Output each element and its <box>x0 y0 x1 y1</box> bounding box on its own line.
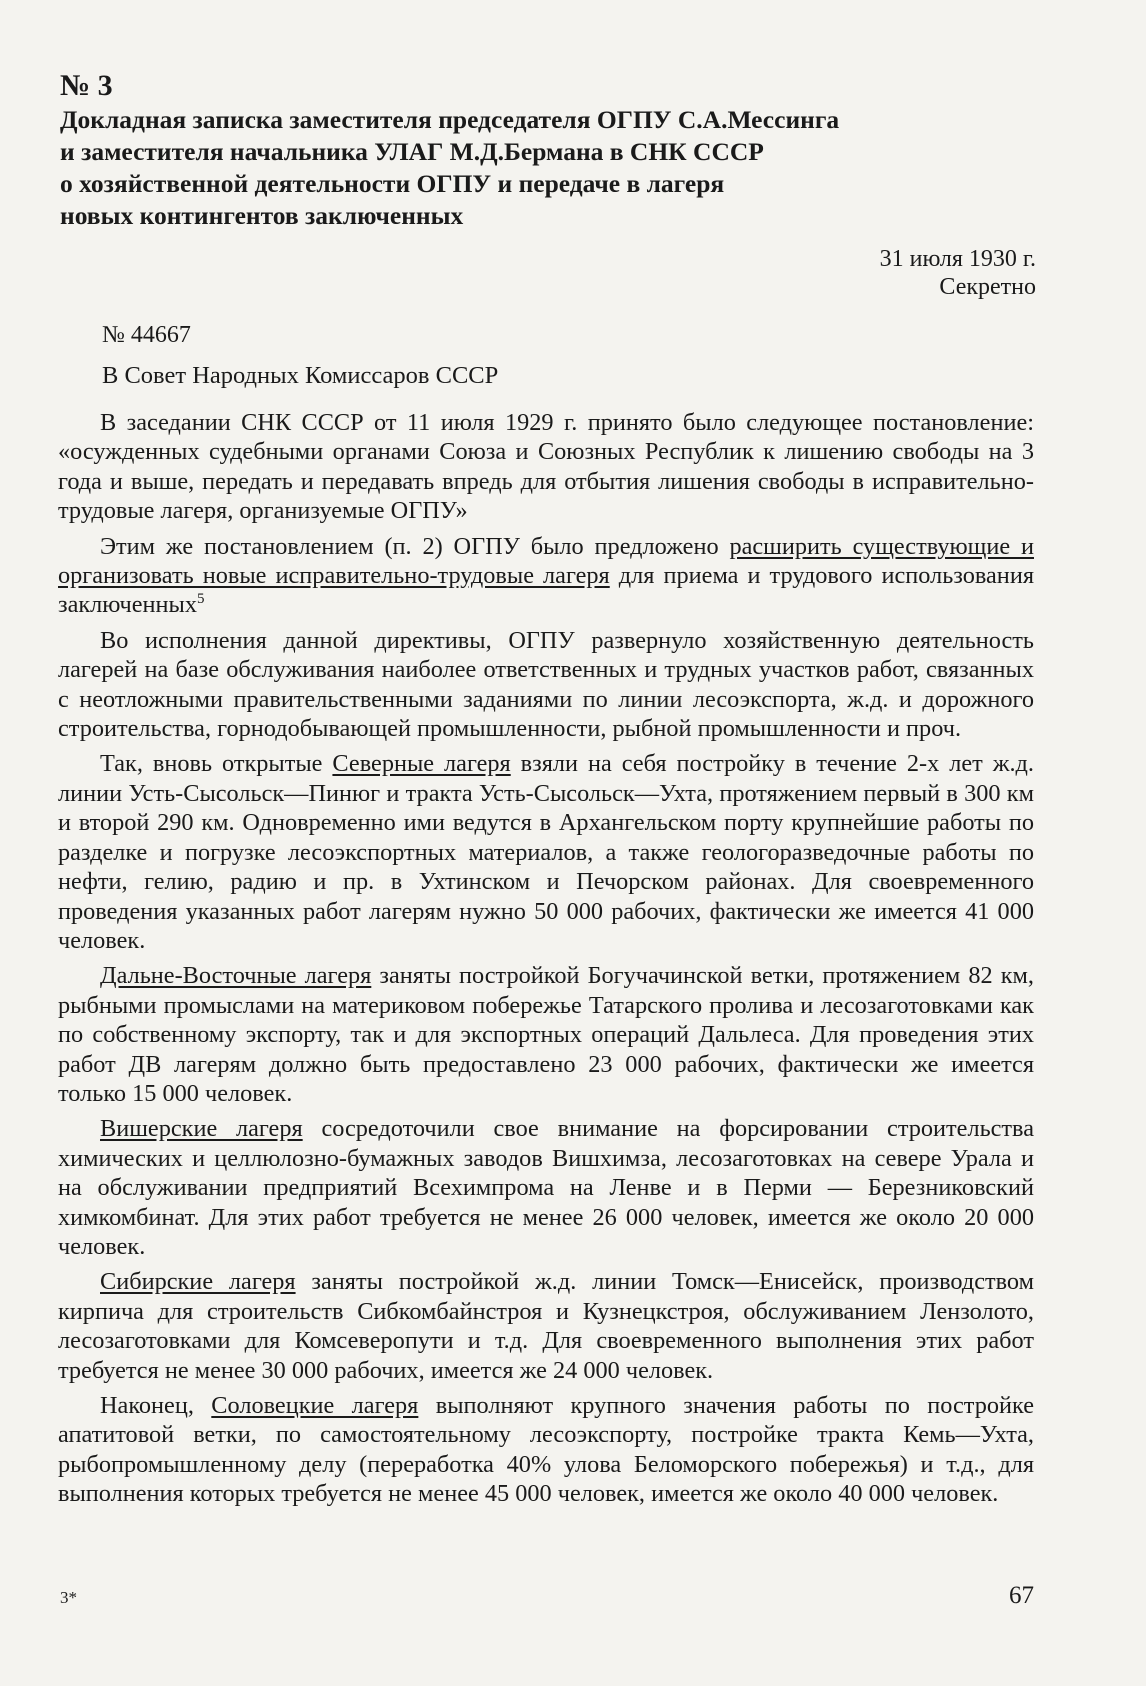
document-header <box>60 70 1060 232</box>
text-run: заняты постройкой Богучачинской ветки, протяжением 82 км, рыбными промыслами на материковом побережье Татарского пролива и лесозаготовками как по собственному экспорту, так и для экспортных операций Дальлеса. Для проведения этих работ ДВ лагерям должно быть предоставлено 23 000 рабочих, фактически же имеется только 15 000 человек. <box>58 962 1034 1107</box>
document-date: 31 июля 1930 г. <box>879 246 1036 272</box>
text-run: заняты постройкой ж.д. линии Томск—Енисейск, производством кирпича для строительств Сибкомбайнстроя и Кузнецкстроя, обслуживанием Лензолото, лесозаготовками для Комсеверопути и т.д. Для своевременного выполнения этих работ требуется не менее 30 000 рабочих, имеется же 24 000 человек. <box>58 1268 1034 1384</box>
title-line: о хозяйственной деятельности ОГПУ и передаче в лагеря <box>60 169 725 198</box>
text-run: Наконец, <box>100 1392 212 1419</box>
text-run: выполняют крупного значения работы по постройке апатитовой ветки, по самостоятельному лесоэкспорту, постройке тракта Кемь—Ухта, рыбопромышленному делу (переработка 40% улова Беломорского побережья) и т.д., для выполнения которых требуется не менее 45 000 человек, имеется же около 40 000 человек. <box>58 1392 1034 1508</box>
paragraph <box>58 749 1034 955</box>
paragraph: В заседании СНК СССР от 11 июля 1929 г. принято было следующее постановление: «осужденных судебными органами Союза и Союзных Республик к лишению свободы на 3 года и выше, передать и передавать впредь для отбытия лишения свободы в исправительно-трудовые лагеря, организуемые ОГПУ» <box>58 409 1034 525</box>
signature-mark: 3* <box>60 1588 77 1607</box>
text-run: Этим же постановлением (п. 2) ОГПУ было предложено <box>100 532 730 560</box>
underlined-text: Соловецкие лагеря <box>211 1392 419 1419</box>
title-line: Докладная записка заместителя председателя ОГПУ С.А.Мессинга <box>60 105 840 134</box>
footnote-marker: 5 <box>197 591 205 608</box>
paragraph <box>58 532 1034 620</box>
paragraph <box>58 1114 1034 1261</box>
text-run: сосредоточили свое внимание на форсировании строительства химических и целлюлозно-бумажных заводов Вишхимза, лесозаготовках на севере Урала и на обслуживании предприятий Всехимпрома на Ленве и в Перми — Березниковский химкомбинат. Для этих работ требуется не менее 26 000 человек, имеется же около 20 000 человек. <box>58 1115 1034 1260</box>
document-number: № 3 <box>60 69 113 102</box>
title-line: новых контингентов заключенных <box>60 201 464 230</box>
paragraph: Во исполнения данной директивы, ОГПУ развернуло хозяйственную деятельность лагерей на базе обслуживания наиболее ответственных и трудных участков работ, связанных с неотложными правительственными заданиями по линии лесоэкспорта, ж.д. и дорожного строительства, горнодобывающей промышленности, рыбной промышленности и проч. <box>58 626 1034 743</box>
underlined-text: Вишерские лагеря <box>100 1115 303 1143</box>
text-run: для приема и трудового использования заключенных <box>58 562 1034 619</box>
document-title <box>60 104 1060 232</box>
text-run: взяли на себя постройку в течение 2-х лет ж.д. линии Усть-Сысольск—Пинюг и тракта Усть-Сысольск—Ухта, протяжением первый в 300 км и второй 290 км. Одновременно ими ведутся в Архангельском порту крупнейшие работы по разделке и погрузке лесоэкспортных материалов, а также геологоразведочные работы по нефти, гелию, радию и пр. в Ухтинском и Печорском районах. Для своевременного проведения указанных работ лагерям нужно 50 000 рабочих, фактически же имеется 41 000 человек. <box>58 750 1034 954</box>
classification-mark: Секретно <box>939 274 1036 300</box>
reference-number: № 44667 <box>102 322 191 348</box>
underlined-text: Сибирские лагеря <box>100 1268 296 1296</box>
addressee: В Совет Народных Комиссаров СССР <box>102 362 499 389</box>
page-number: 67 <box>1009 1582 1034 1609</box>
underlined-text: расширить существующие и организовать новые исправительно-трудовые лагеря <box>58 532 1034 590</box>
underlined-text: Дальне-Восточные лагеря <box>100 962 372 990</box>
underlined-text: Северные лагеря <box>332 750 511 778</box>
paragraph <box>58 1267 1034 1385</box>
document-body <box>58 408 1034 1515</box>
paragraph <box>58 1391 1034 1509</box>
title-line: и заместителя начальника УЛАГ М.Д.Бермана в СНК СССР <box>60 137 764 166</box>
paragraph <box>58 961 1034 1108</box>
text-run: Так, вновь открытые <box>100 750 333 778</box>
